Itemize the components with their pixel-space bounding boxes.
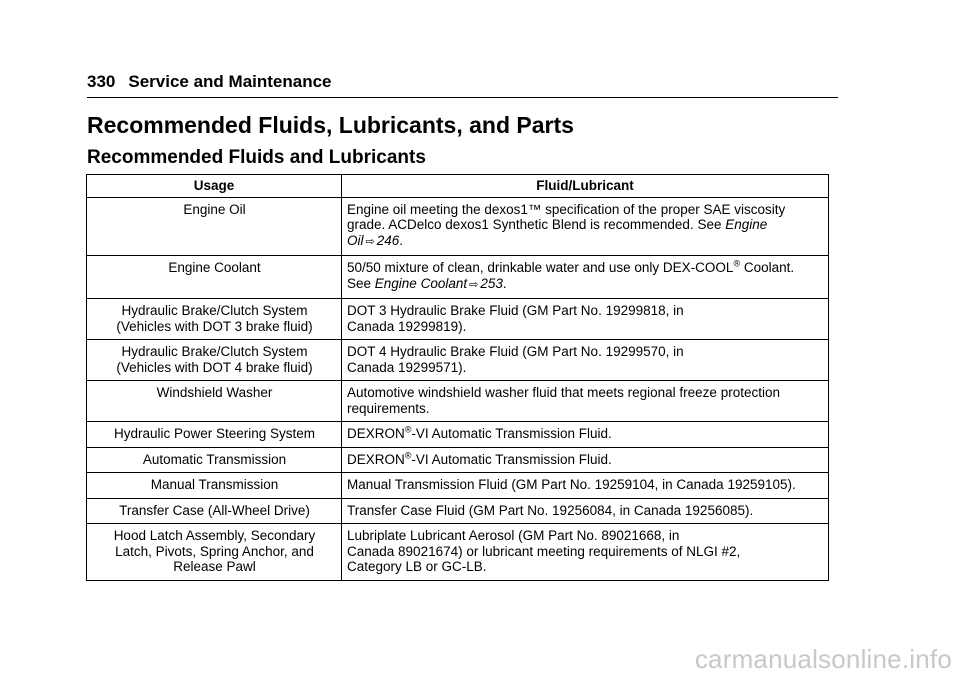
- fluid-cell: [342, 473, 829, 499]
- usage-text: Hydraulic Brake/Clutch System: [121, 344, 308, 359]
- page-reference-icon: ⇨: [365, 235, 375, 248]
- fluid-cell: [342, 381, 829, 422]
- fluid-text: Manual Transmission Fluid (GM Part No. 19259104, in Canada 19259105).: [347, 477, 796, 492]
- page-reference-icon: ⇨: [469, 278, 479, 291]
- usage-text: Hydraulic Brake/Clutch System: [121, 303, 308, 318]
- usage-cell: [87, 256, 342, 299]
- registered-mark: ®: [404, 450, 412, 460]
- running-section-title: Service and Maintenance: [128, 72, 332, 91]
- header-rule: [87, 97, 838, 98]
- usage-cell: [87, 447, 342, 473]
- fluid-cell: 50/50 mixture of clean, drinkable water and use only DEX-COOL® Coolant. See Engine Coolant ⇨ 253.: [342, 256, 829, 299]
- fluid-text: DOT 3 Hydraulic Brake Fluid (GM Part No. 19299818, in: [347, 303, 684, 318]
- fluid-text: Category LB or GC-LB.: [347, 559, 487, 574]
- subsection-title: Recommended Fluids and Lubricants: [87, 147, 426, 168]
- table-row: [87, 498, 829, 524]
- fluid-text: See: [347, 275, 375, 291]
- table-row: [87, 299, 829, 340]
- table-row: [87, 256, 829, 299]
- usage-text: Manual Transmission: [150, 477, 279, 492]
- page-number: 330: [87, 72, 116, 91]
- fluid-text: requirements.: [347, 400, 430, 416]
- column-header-fluid: Fluid/Lubricant: [342, 175, 829, 198]
- fluid-text: grade. ACDelco dexos1 Synthetic Blend is recommended. See: [347, 217, 726, 232]
- section-title: Recommended Fluids, Lubricants, and Parts: [87, 112, 574, 138]
- table-row: [87, 447, 829, 473]
- watermark: carmanualsonline.info: [694, 644, 952, 674]
- table-header-row: [87, 175, 829, 198]
- reference-title[interactable]: Engine Coolant: [374, 275, 468, 291]
- fluid-text: DEXRON: [347, 426, 405, 441]
- usage-text: Hydraulic Power Steering System: [113, 426, 316, 441]
- page-header: [87, 72, 332, 92]
- table-row: [87, 524, 829, 581]
- reference-page[interactable]: 246: [376, 232, 400, 248]
- fluid-cell: [342, 447, 829, 473]
- usage-cell: [87, 422, 342, 448]
- usage-cell: [87, 299, 342, 340]
- fluid-text: Canada 19299571).: [347, 359, 467, 375]
- usage-cell: [87, 498, 342, 524]
- usage-text: Windshield Washer: [156, 385, 273, 400]
- table-row: [87, 381, 829, 422]
- fluid-text: -VI Automatic Transmission Fluid.: [411, 451, 612, 467]
- fluid-text: DEXRON: [347, 451, 405, 467]
- fluid-cell: [342, 340, 829, 381]
- table-row: [87, 340, 829, 381]
- usage-text: Latch, Pivots, Spring Anchor, and: [115, 543, 314, 559]
- usage-cell: [87, 340, 342, 381]
- cross-reference-link[interactable]: [375, 276, 467, 291]
- table-row: [87, 197, 829, 256]
- fluid-cell: [342, 524, 829, 581]
- usage-text: Transfer Case (All-Wheel Drive): [119, 502, 310, 518]
- fluid-cell: [342, 422, 829, 448]
- reference-page[interactable]: 253: [480, 275, 503, 291]
- fluid-cell: [342, 299, 829, 340]
- fluid-text: Coolant.: [740, 260, 795, 275]
- usage-text: Engine Coolant: [168, 260, 261, 275]
- usage-text: Release Pawl: [173, 559, 256, 574]
- fluid-text: Engine oil meeting the dexos1™ specification of the proper SAE viscosity: [347, 201, 786, 217]
- fluids-table: [86, 174, 829, 581]
- usage-text: (Vehicles with DOT 4 brake fluid): [116, 359, 313, 375]
- fluid-cell: [342, 498, 829, 524]
- table-row: [87, 473, 829, 499]
- table-row: [87, 422, 829, 448]
- fluid-text: Lubriplate Lubricant Aerosol (GM Part No. 89021668, in: [347, 528, 680, 543]
- fluid-text: Automotive windshield washer fluid that meets regional freeze protection: [347, 385, 780, 400]
- column-header-usage: Usage: [87, 175, 342, 198]
- fluid-text: Transfer Case Fluid (GM Part No. 19256084, in Canada 19256085).: [347, 502, 754, 518]
- fluid-text: -VI Automatic Transmission Fluid.: [411, 426, 612, 441]
- fluid-text: DOT 4 Hydraulic Brake Fluid (GM Part No. 19299570, in: [347, 344, 684, 359]
- usage-cell: [87, 473, 342, 499]
- registered-mark: ®: [404, 424, 412, 435]
- usage-cell: [87, 524, 342, 581]
- fluid-cell: Engine oil meeting the dexos1™ specification of the proper SAE viscosity grade. ACDelco dexos1 Synthetic Blend is recommended. See Engine Oil ⇨ 246.: [342, 197, 829, 256]
- fluid-text: 50/50 mixture of clean, drinkable water and use only DEX-COOL: [347, 260, 734, 275]
- usage-text: Hood Latch Assembly, Secondary: [113, 528, 316, 543]
- usage-text: Engine Oil: [183, 201, 246, 217]
- usage-cell: [87, 197, 342, 256]
- fluid-text: Canada 19299819).: [347, 318, 467, 334]
- registered-mark: ®: [733, 258, 741, 269]
- usage-cell: [87, 381, 342, 422]
- usage-text: Automatic Transmission: [142, 451, 287, 467]
- fluid-text: Canada 89021674) or lubricant meeting requirements of NLGI #2,: [347, 543, 741, 559]
- usage-text: (Vehicles with DOT 3 brake fluid): [116, 318, 313, 334]
- reference-title[interactable]: Engine Oil: [347, 217, 768, 248]
